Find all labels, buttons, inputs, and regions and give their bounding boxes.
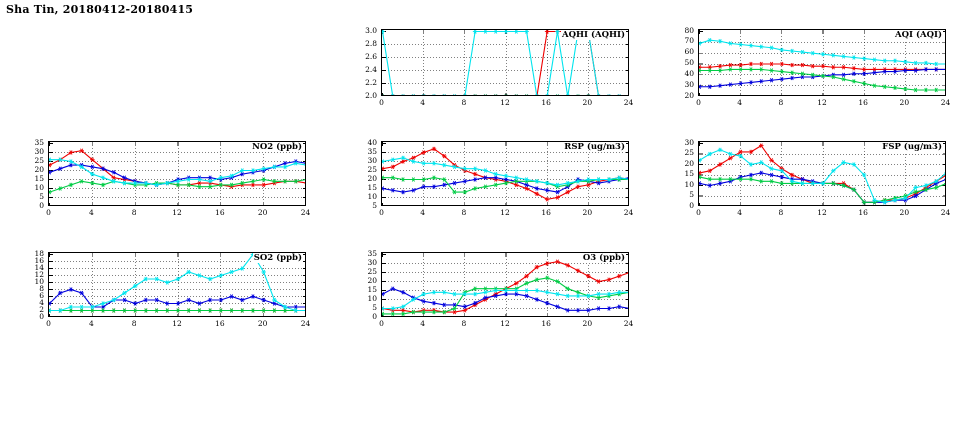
y-tick-label-aqi: 70 (684, 36, 694, 46)
series-aqhi-2 (382, 95, 629, 96)
y-tick-label-aqi: 20 (684, 90, 694, 100)
series-rsp-1 (382, 176, 629, 194)
y-tick-label-no2: 35 (34, 137, 44, 147)
x-tick-label-fsp: 8 (778, 208, 784, 217)
chart-title-no2: NO2 (ppb) (252, 141, 302, 152)
series-rsp-0 (382, 147, 629, 201)
y-tick-label-rsp: 30 (367, 155, 377, 165)
y-tick-label-so2: 10 (34, 276, 44, 286)
series-so2-2 (49, 309, 306, 313)
y-tick-label-so2: 4 (39, 297, 44, 307)
y-tick-label-o3: 10 (367, 293, 377, 303)
plot-area-so2 (48, 252, 306, 317)
series-fsp-2 (699, 175, 946, 204)
x-tick-label-so2: 0 (46, 319, 51, 328)
x-tick-label-so2: 20 (257, 319, 268, 328)
x-tick-label-no2: 12 (172, 208, 182, 217)
x-tick-label-aqi: 8 (778, 98, 784, 107)
y-tick-label-o3: 30 (367, 257, 377, 267)
plot-area-fsp (698, 141, 946, 206)
x-tick-label-rsp: 24 (623, 208, 634, 217)
y-tick-label-aqhi: 2.2 (365, 77, 377, 87)
x-tick-label-aqi: 0 (696, 98, 701, 107)
x-tick-label-no2: 24 (300, 208, 311, 217)
x-tick-label-o3: 20 (582, 319, 593, 328)
x-tick-label-aqi: 4 (737, 98, 743, 107)
y-tick-label-rsp: 10 (367, 191, 377, 201)
x-tick-label-o3: 0 (379, 319, 384, 328)
chart-panel-rsp (355, 132, 635, 222)
plot-area-no2 (48, 141, 306, 206)
y-tick-label-so2: 18 (34, 248, 44, 258)
series-fsp-1 (699, 171, 946, 204)
chart-panel-aqi (672, 20, 952, 112)
y-tick-label-fsp: 10 (684, 179, 694, 189)
x-tick-label-aqi: 12 (817, 98, 827, 107)
y-tick-label-aqi: 60 (684, 47, 694, 57)
y-tick-label-o3: 25 (367, 266, 377, 276)
plot-area-aqi (698, 29, 946, 96)
x-tick-label-so2: 12 (172, 319, 182, 328)
x-tick-label-no2: 20 (257, 208, 268, 217)
plot-area-aqhi (381, 29, 629, 96)
y-tick-label-rsp: 15 (367, 182, 377, 192)
y-tick-label-fsp: 25 (684, 148, 694, 157)
y-tick-label-fsp: 5 (689, 190, 694, 199)
x-tick-label-o3: 16 (541, 319, 551, 328)
y-tick-label-fsp: 0 (689, 200, 694, 210)
chart-panel-o3 (355, 243, 635, 333)
x-tick-label-aqhi: 16 (541, 98, 551, 107)
x-tick-label-so2: 24 (300, 319, 311, 328)
y-tick-label-aqhi: 2.4 (365, 64, 377, 74)
x-tick-label-rsp: 4 (420, 208, 426, 217)
chart-title-aqhi: AQHI (AQHI) (561, 29, 625, 40)
y-tick-label-no2: 20 (34, 164, 44, 174)
series-aqi-2 (699, 67, 946, 92)
y-tick-label-so2: 14 (34, 262, 44, 272)
x-tick-label-o3: 4 (420, 319, 426, 328)
chart-panel-aqhi (355, 20, 635, 112)
y-tick-label-no2: 10 (34, 182, 44, 192)
chart-panel-no2 (22, 132, 312, 222)
y-tick-label-fsp: 15 (684, 169, 694, 178)
y-tick-label-rsp: 5 (372, 200, 377, 210)
x-tick-label-no2: 0 (46, 208, 51, 217)
series-aqhi-1 (382, 95, 629, 96)
chart-title-rsp: RSP (ug/m3) (564, 141, 625, 152)
y-tick-label-rsp: 20 (367, 173, 377, 183)
y-tick-label-aqi: 30 (684, 79, 694, 89)
plot-area-o3 (381, 252, 629, 317)
y-tick-label-o3: 20 (367, 275, 377, 285)
y-tick-label-so2: 2 (39, 304, 44, 314)
chart-title-so2: SO2 (ppb) (253, 252, 302, 263)
y-tick-label-so2: 16 (34, 255, 44, 265)
y-tick-label-aqhi: 2.0 (365, 90, 377, 100)
x-tick-label-fsp: 12 (817, 208, 827, 217)
y-tick-label-no2: 5 (39, 191, 44, 201)
y-tick-label-o3: 35 (367, 248, 377, 258)
x-tick-label-fsp: 24 (940, 208, 951, 217)
x-tick-label-fsp: 16 (858, 208, 868, 217)
y-tick-label-no2: 25 (34, 155, 44, 165)
y-tick-label-o3: 0 (372, 311, 377, 321)
y-tick-label-so2: 12 (34, 269, 44, 279)
y-tick-label-aqi: 40 (684, 68, 694, 78)
x-tick-label-rsp: 8 (461, 208, 467, 217)
y-tick-label-aqhi: 2.6 (365, 51, 377, 61)
x-tick-label-aqhi: 12 (500, 98, 510, 107)
y-tick-label-rsp: 35 (367, 146, 377, 156)
x-tick-label-fsp: 20 (899, 208, 910, 217)
y-tick-label-aqi: 80 (684, 25, 694, 35)
y-tick-label-o3: 5 (372, 302, 377, 312)
x-tick-label-rsp: 12 (500, 208, 510, 217)
x-tick-label-aqi: 20 (899, 98, 910, 107)
y-tick-label-fsp: 20 (684, 158, 694, 168)
y-tick-label-no2: 30 (34, 146, 44, 156)
x-tick-label-aqhi: 20 (582, 98, 593, 107)
x-tick-label-so2: 4 (88, 319, 94, 328)
x-tick-label-aqhi: 24 (623, 98, 634, 107)
y-tick-label-aqhi: 3.0 (365, 25, 377, 35)
x-tick-label-fsp: 0 (696, 208, 701, 217)
x-tick-label-o3: 12 (500, 319, 510, 328)
y-tick-label-aqhi: 2.8 (365, 38, 377, 48)
chart-panel-so2 (22, 243, 312, 333)
series-aqhi-0 (382, 30, 629, 96)
x-tick-label-no2: 8 (131, 208, 137, 217)
y-tick-label-fsp: 30 (684, 137, 694, 147)
x-tick-label-o3: 24 (623, 319, 634, 328)
series-aqhi-3 (382, 30, 629, 96)
chart-title-fsp: FSP (ug/m3) (882, 141, 942, 152)
x-tick-label-so2: 8 (131, 319, 137, 328)
x-tick-label-rsp: 20 (582, 208, 593, 217)
y-tick-label-o3: 15 (367, 284, 377, 294)
chart-title-aqi: AQI (AQI) (895, 29, 942, 40)
x-tick-label-rsp: 16 (541, 208, 551, 217)
y-tick-label-no2: 0 (39, 200, 44, 210)
y-tick-label-rsp: 25 (367, 164, 377, 174)
x-tick-label-so2: 16 (215, 319, 225, 328)
x-tick-label-no2: 16 (215, 208, 225, 217)
x-tick-label-aqhi: 4 (420, 98, 426, 107)
chart-title-o3: O3 (ppb) (582, 252, 625, 263)
y-tick-label-so2: 6 (39, 290, 44, 300)
y-tick-label-so2: 0 (39, 311, 44, 321)
series-o3-0 (382, 260, 629, 314)
x-tick-label-aqhi: 8 (461, 98, 467, 107)
plot-area-rsp (381, 141, 629, 206)
x-tick-label-aqhi: 0 (379, 98, 384, 107)
x-tick-label-fsp: 4 (737, 208, 743, 217)
y-tick-label-so2: 8 (39, 283, 44, 293)
x-tick-label-o3: 8 (461, 319, 467, 328)
x-tick-label-rsp: 0 (379, 208, 384, 217)
series-so2-1 (49, 288, 306, 309)
x-tick-label-no2: 4 (88, 208, 94, 217)
y-tick-label-aqi: 50 (684, 58, 694, 67)
y-tick-label-rsp: 40 (367, 137, 377, 147)
x-tick-label-aqi: 16 (858, 98, 868, 107)
chart-panel-fsp (672, 132, 952, 222)
x-tick-label-aqi: 24 (940, 98, 951, 107)
page-title: Sha Tin, 20180412-20180415 (6, 3, 194, 16)
y-tick-label-no2: 15 (34, 173, 44, 183)
